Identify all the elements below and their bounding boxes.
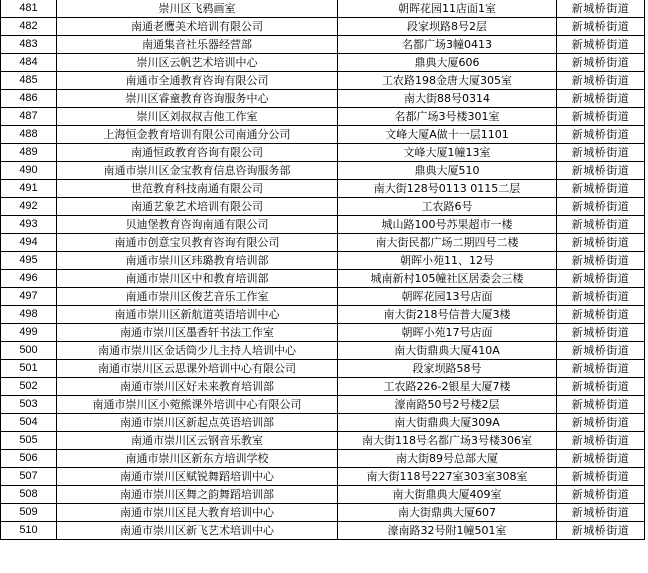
district-cell: 新城桥街道 [557,450,645,468]
row-number-cell: 510 [1,522,57,540]
table-row [1,90,645,108]
row-number-cell: 494 [1,234,57,252]
table-row [1,108,645,126]
organization-name-cell: 南通市崇川区云思课外培训中心有限公司 [57,360,338,378]
address-cell: 鼎典大厦510 [338,162,557,180]
row-number-cell: 489 [1,144,57,162]
row-number-cell: 495 [1,252,57,270]
table-row [1,216,645,234]
address-cell: 濠南路32号附1幢501室 [338,522,557,540]
table-row [1,0,645,18]
table-row [1,18,645,36]
district-cell: 新城桥街道 [557,396,645,414]
district-cell: 新城桥街道 [557,432,645,450]
row-number-cell: 499 [1,324,57,342]
address-cell: 名都广场3号楼301室 [338,108,557,126]
district-cell: 新城桥街道 [557,486,645,504]
row-number-cell: 482 [1,18,57,36]
address-cell: 文峰大厦A做十一层1101 [338,126,557,144]
district-cell: 新城桥街道 [557,126,645,144]
address-cell: 南大街89号总部大厦 [338,450,557,468]
row-number-cell: 505 [1,432,57,450]
row-number-cell: 485 [1,72,57,90]
organization-name-cell: 南通集音社乐器经营部 [57,36,338,54]
organization-name-cell: 南通市崇川区舞之韵舞蹈培训部 [57,486,338,504]
row-number-cell: 493 [1,216,57,234]
district-cell: 新城桥街道 [557,288,645,306]
address-cell: 工农路6号 [338,198,557,216]
district-cell: 新城桥街道 [557,18,645,36]
row-number-cell: 487 [1,108,57,126]
row-number-cell: 491 [1,180,57,198]
organization-name-cell: 崇川区飞鸦画室 [57,0,338,18]
organization-name-cell: 崇川区云帆艺术培训中心 [57,54,338,72]
address-cell: 段家坝路8号2层 [338,18,557,36]
address-cell: 南大街鼎典大厦410A [338,342,557,360]
organization-name-cell: 南通市崇川区金宝教育信息咨询服务部 [57,162,338,180]
district-cell: 新城桥街道 [557,144,645,162]
records-table-body [1,0,645,540]
district-cell: 新城桥街道 [557,54,645,72]
table-row [1,360,645,378]
row-number-cell: 486 [1,90,57,108]
organization-name-cell: 崇川区睿童教育咨询服务中心 [57,90,338,108]
row-number-cell: 500 [1,342,57,360]
address-cell: 城山路100号苏果超市一楼 [338,216,557,234]
table-row [1,72,645,90]
organization-name-cell: 南通市崇川区云钢音乐教室 [57,432,338,450]
district-cell: 新城桥街道 [557,0,645,18]
address-cell: 朝晖花园11店面1室 [338,0,557,18]
table-row [1,126,645,144]
row-number-cell: 504 [1,414,57,432]
row-number-cell: 502 [1,378,57,396]
district-cell: 新城桥街道 [557,36,645,54]
address-cell: 鼎典大厦606 [338,54,557,72]
row-number-cell: 508 [1,486,57,504]
row-number-cell: 490 [1,162,57,180]
organization-name-cell: 南通市崇川区中和教育培训部 [57,270,338,288]
address-cell: 朝晖花园13号店面 [338,288,557,306]
organization-name-cell: 贝迪堡教育咨询南通有限公司 [57,216,338,234]
organization-name-cell: 南通市崇川区新航道英语培训中心 [57,306,338,324]
address-cell: 城南新村105幢社区居委会三楼 [338,270,557,288]
organization-name-cell: 南通市崇川区墨香轩书法工作室 [57,324,338,342]
organization-name-cell: 南通市崇川区赋锐舞蹈培训中心 [57,468,338,486]
address-cell: 名都广场3幢0413 [338,36,557,54]
organization-name-cell: 崇川区刘叔叔吉他工作室 [57,108,338,126]
address-cell: 南大街128号0113 0115二层 [338,180,557,198]
address-cell: 段家坝路58号 [338,360,557,378]
row-number-cell: 496 [1,270,57,288]
address-cell: 南大街88号0314 [338,90,557,108]
table-row [1,36,645,54]
district-cell: 新城桥街道 [557,234,645,252]
row-number-cell: 509 [1,504,57,522]
address-cell: 南大街鼎典大厦309A [338,414,557,432]
address-cell: 南大街118号227室303室308室 [338,468,557,486]
organization-name-cell: 南通市崇川区新飞艺术培训中心 [57,522,338,540]
row-number-cell: 506 [1,450,57,468]
district-cell: 新城桥街道 [557,342,645,360]
table-row [1,324,645,342]
table-row [1,396,645,414]
table-row [1,432,645,450]
row-number-cell: 501 [1,360,57,378]
row-number-cell: 488 [1,126,57,144]
organization-name-cell: 世范教育科技南通有限公司 [57,180,338,198]
table-row [1,144,645,162]
district-cell: 新城桥街道 [557,306,645,324]
organization-name-cell: 南通市崇川区新起点英语培训部 [57,414,338,432]
organization-name-cell: 南通市崇川区好未来教育培训部 [57,378,338,396]
table-row [1,180,645,198]
table-row [1,198,645,216]
district-cell: 新城桥街道 [557,468,645,486]
table-row [1,378,645,396]
address-cell: 南大街民都广场二期四号二楼 [338,234,557,252]
district-cell: 新城桥街道 [557,72,645,90]
address-cell: 濠南路50号2号楼2层 [338,396,557,414]
address-cell: 朝晖小苑17号店面 [338,324,557,342]
district-cell: 新城桥街道 [557,162,645,180]
row-number-cell: 481 [1,0,57,18]
table-row [1,414,645,432]
row-number-cell: 492 [1,198,57,216]
organization-name-cell: 南通市全通教育咨询有限公司 [57,72,338,90]
table-row [1,54,645,72]
organization-name-cell: 南通市崇川区玮璐教育培训部 [57,252,338,270]
district-cell: 新城桥街道 [557,360,645,378]
organization-name-cell: 南通艺象艺术培训有限公司 [57,198,338,216]
address-cell: 南大街118号名都广场3号楼306室 [338,432,557,450]
table-row [1,522,645,540]
table-row [1,288,645,306]
district-cell: 新城桥街道 [557,198,645,216]
address-cell: 南大街鼎典大厦409室 [338,486,557,504]
organization-name-cell: 南通市崇川区新东方培训学校 [57,450,338,468]
address-cell: 文峰大厦1幢13室 [338,144,557,162]
row-number-cell: 483 [1,36,57,54]
address-cell: 工农路198金唐大厦305室 [338,72,557,90]
organization-name-cell: 南通市创意宝贝教育咨询有限公司 [57,234,338,252]
table-row [1,306,645,324]
district-cell: 新城桥街道 [557,252,645,270]
district-cell: 新城桥街道 [557,270,645,288]
district-cell: 新城桥街道 [557,108,645,126]
district-cell: 新城桥街道 [557,216,645,234]
district-cell: 新城桥街道 [557,522,645,540]
organization-name-cell: 南通恒政教育咨询有限公司 [57,144,338,162]
organization-name-cell: 南通市崇川区俊艺音乐工作室 [57,288,338,306]
row-number-cell: 484 [1,54,57,72]
table-row [1,162,645,180]
organization-name-cell: 上海恒金教育培训有限公司南通分公司 [57,126,338,144]
table-row [1,252,645,270]
table-row [1,342,645,360]
table-row [1,234,645,252]
table-row [1,270,645,288]
address-cell: 工农路226-2银星大厦7楼 [338,378,557,396]
district-cell: 新城桥街道 [557,414,645,432]
row-number-cell: 507 [1,468,57,486]
district-cell: 新城桥街道 [557,504,645,522]
district-cell: 新城桥街道 [557,90,645,108]
table-row [1,450,645,468]
organization-name-cell: 南通市崇川区金话筒少儿主持人培训中心 [57,342,338,360]
row-number-cell: 498 [1,306,57,324]
district-cell: 新城桥街道 [557,180,645,198]
organization-name-cell: 南通市崇川区小菀熊课外培训中心有限公司 [57,396,338,414]
row-number-cell: 497 [1,288,57,306]
organization-name-cell: 南通市崇川区昆大教育培训中心 [57,504,338,522]
address-cell: 南大街218号信普大厦3楼 [338,306,557,324]
table-row [1,504,645,522]
district-cell: 新城桥街道 [557,324,645,342]
district-cell: 新城桥街道 [557,378,645,396]
address-cell: 南大街鼎典大厦607 [338,504,557,522]
row-number-cell: 503 [1,396,57,414]
table-row [1,486,645,504]
table-row [1,468,645,486]
address-cell: 朝晖小苑11、12号 [338,252,557,270]
organization-name-cell: 南通老鹰美术培训有限公司 [57,18,338,36]
